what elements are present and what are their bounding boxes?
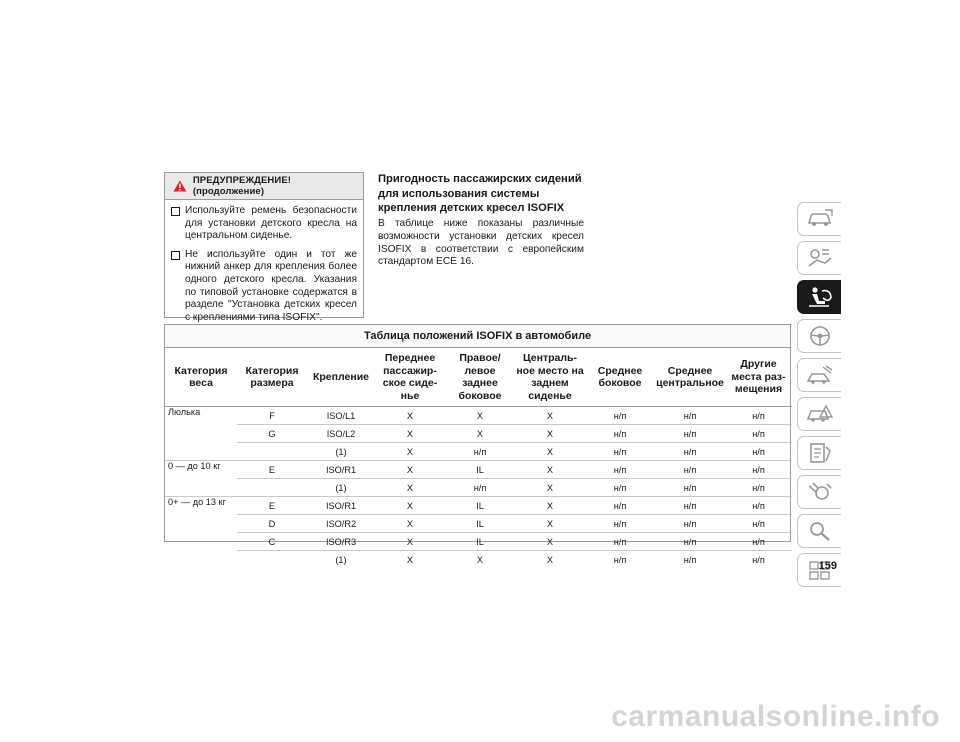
table-row: [165, 461, 792, 479]
value-cell: X: [476, 410, 484, 421]
value-cell: н/п: [585, 443, 655, 461]
value-cell: н/п: [683, 410, 697, 421]
watermark: carmanualsonline.info: [611, 700, 940, 733]
value-cell: IL: [445, 497, 515, 515]
value-cell: X: [515, 497, 585, 515]
size-cell: D: [237, 515, 307, 533]
fixture-cell: ISO/L1: [326, 410, 356, 421]
header-rear-outboard: Правое/ левое заднее боковое: [445, 348, 515, 407]
value-cell: IL: [445, 515, 515, 533]
value-cell: н/п: [655, 461, 725, 479]
value-cell: н/п: [725, 461, 792, 479]
tab-service-checklist[interactable]: [797, 436, 841, 470]
car-dashboard-icon: [805, 207, 835, 231]
car-maintenance-icon: [805, 480, 835, 504]
weight-cell: 0 — до 10 кг: [165, 461, 237, 497]
table-row: [165, 515, 792, 533]
size-cell: [237, 479, 307, 497]
page-number: 159: [818, 560, 837, 572]
fixture-cell: ISO/R2: [307, 515, 375, 533]
value-cell: X: [546, 410, 554, 421]
value-cell: X: [406, 410, 414, 421]
fixture-cell: ISO/R3: [307, 533, 375, 551]
fixture-cell: ISO/L2: [307, 425, 375, 443]
value-cell: X: [445, 551, 515, 569]
weight-cell: 0+ — до 13 кг: [165, 497, 237, 569]
size-cell: E: [237, 461, 307, 479]
tab-lights-controls[interactable]: [797, 241, 841, 275]
header-other: Другие места размещения: [725, 348, 792, 407]
section-paragraph: В таблице ниже показаны различные возможности установки детских кресел ISOFIX в соответствии с европейским стандартом ECE 16.: [378, 218, 584, 268]
value-cell: X: [375, 515, 445, 533]
value-cell: X: [375, 533, 445, 551]
tab-driving[interactable]: [797, 358, 841, 392]
table-header-row: [165, 348, 792, 407]
header-middle-outboard: Среднее боковое: [585, 348, 655, 407]
fixture-cell: (1): [307, 443, 375, 461]
size-cell: [237, 443, 307, 461]
value-cell: н/п: [655, 425, 725, 443]
fixture-cell: (1): [307, 551, 375, 569]
header-middle-center: Среднее центральное: [655, 348, 725, 407]
value-cell: X: [375, 425, 445, 443]
header-weight: Категория веса: [165, 348, 237, 407]
warning-bullet: [171, 205, 357, 243]
value-cell: н/п: [445, 443, 515, 461]
value-cell: н/п: [655, 479, 725, 497]
value-cell: X: [375, 461, 445, 479]
section-heading: Пригодность пассажирских сидений для использования системы крепления детских кресел ISOFIX: [378, 173, 582, 214]
header-size: Категория размера: [237, 348, 307, 407]
lights-controls-icon: [805, 246, 835, 270]
fixture-cell: ISO/R1: [307, 461, 375, 479]
value-cell: IL: [445, 461, 515, 479]
value-cell: X: [445, 425, 515, 443]
service-checklist-icon: [805, 441, 835, 465]
value-cell: X: [515, 443, 585, 461]
value-cell: X: [375, 497, 445, 515]
warning-triangle-icon: [173, 180, 187, 192]
table-row: [165, 551, 792, 569]
value-cell: н/п: [585, 515, 655, 533]
warning-title: ПРЕДУПРЕЖДЕНИЕ! (продолжение): [192, 175, 292, 197]
value-cell: н/п: [655, 533, 725, 551]
warning-header: [165, 173, 363, 200]
size-cell: C: [237, 533, 307, 551]
value-cell: н/п: [585, 479, 655, 497]
table-row: [165, 443, 792, 461]
table-row: [165, 497, 792, 515]
value-cell: н/п: [725, 515, 792, 533]
size-cell: E: [237, 497, 307, 515]
value-cell: н/п: [752, 410, 765, 421]
table-row: [165, 425, 792, 443]
value-cell: X: [375, 443, 445, 461]
airbag-seat-icon: [805, 285, 835, 309]
value-cell: н/п: [655, 443, 725, 461]
chapter-nav: [797, 202, 841, 592]
value-cell: н/п: [725, 551, 792, 569]
value-cell: н/п: [585, 533, 655, 551]
fixture-cell: ISO/R1: [307, 497, 375, 515]
value-cell: н/п: [725, 443, 792, 461]
tab-airbag-seat[interactable]: [797, 280, 841, 314]
warning-bullet-text: Используйте ремень безопасности для установки детского кресла на центральном сиденье.: [185, 205, 357, 242]
value-cell: н/п: [655, 551, 725, 569]
value-cell: н/п: [725, 497, 792, 515]
driving-icon: [805, 363, 835, 387]
size-cell: F: [269, 410, 275, 421]
value-cell: X: [515, 479, 585, 497]
size-cell: G: [237, 425, 307, 443]
warning-box: [164, 172, 364, 323]
header-rear-center: Центральное место на заднем сиденье: [515, 348, 585, 407]
tab-search[interactable]: [797, 514, 841, 548]
value-cell: IL: [445, 533, 515, 551]
table-row: [165, 407, 792, 425]
warning-bullet-text: Не используйте один и тот же нижний анкер для крепления более одного детского кресла. Указания по типовой установке содержатся в разделе "Установка детских кресел с креплениями типа ISOFIX".: [185, 248, 357, 323]
weight-cell: Люлька: [168, 407, 201, 417]
tab-car-dashboard[interactable]: [797, 202, 841, 236]
value-cell: н/п: [445, 479, 515, 497]
tab-car-maintenance[interactable]: [797, 475, 841, 509]
value-cell: н/п: [725, 425, 792, 443]
steering-wheel-icon: [805, 324, 835, 348]
warning-bullet: [171, 249, 357, 325]
value-cell: X: [515, 551, 585, 569]
header-fixture: Крепление: [307, 348, 375, 407]
value-cell: н/п: [725, 533, 792, 551]
value-cell: X: [515, 461, 585, 479]
checkbox-bullet-icon: [171, 251, 180, 260]
size-cell: [237, 551, 307, 569]
checkbox-bullet-icon: [171, 207, 180, 216]
value-cell: н/п: [655, 497, 725, 515]
value-cell: н/п: [585, 461, 655, 479]
value-cell: н/п: [585, 497, 655, 515]
search-icon: [805, 519, 835, 543]
value-cell: н/п: [613, 410, 627, 421]
warning-body: [165, 200, 363, 324]
isofix-grid: [165, 348, 792, 568]
value-cell: X: [375, 479, 445, 497]
value-cell: н/п: [585, 551, 655, 569]
fixture-cell: (1): [307, 479, 375, 497]
value-cell: н/п: [725, 479, 792, 497]
table-row: [165, 479, 792, 497]
value-cell: X: [515, 425, 585, 443]
value-cell: X: [515, 515, 585, 533]
warning-car-icon: [805, 402, 835, 426]
value-cell: н/п: [655, 515, 725, 533]
value-cell: X: [375, 551, 445, 569]
header-front-passenger: Переднее пассажирское сиденье: [375, 348, 445, 407]
table-row: [165, 533, 792, 551]
value-cell: X: [515, 533, 585, 551]
tab-warning-car[interactable]: [797, 397, 841, 431]
value-cell: н/п: [585, 425, 655, 443]
isofix-table: [164, 324, 791, 565]
tab-steering-wheel[interactable]: [797, 319, 841, 353]
table-title: Таблица положений ISOFIX в автомобиле: [165, 325, 790, 348]
